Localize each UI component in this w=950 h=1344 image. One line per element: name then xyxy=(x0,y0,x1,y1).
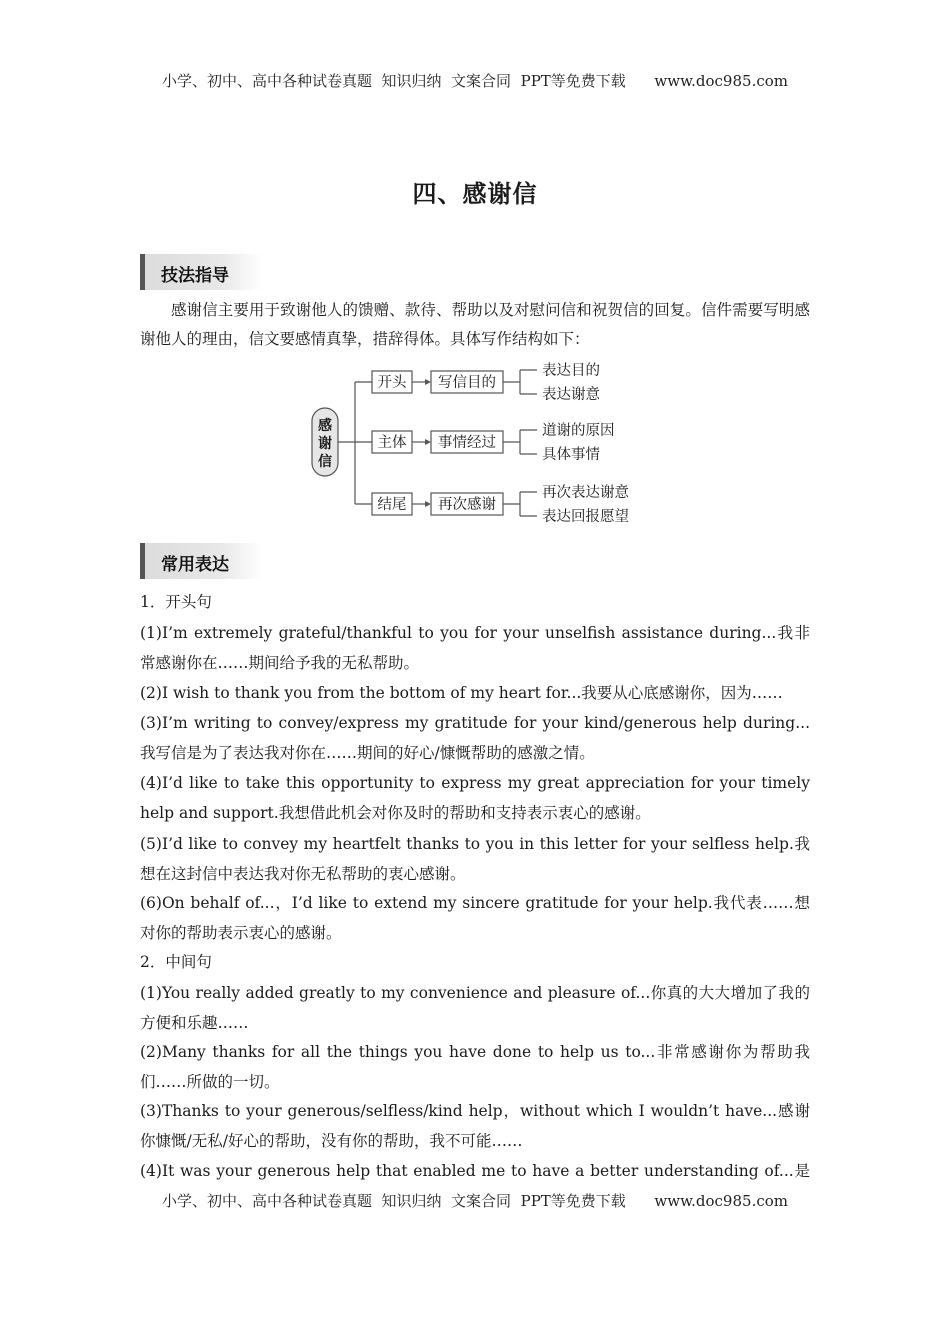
intro-paragraph: 感谢信主要用于致谢他人的馈赠、款待、帮助以及对慰问信和祝贺信的回复。信件需要写明感谢他人的理由，信文要感情真挚，措辞得体。具体写作结构如下： xyxy=(140,301,810,348)
opening-item-5: (5)I’d like to convey my heartfelt thanks to you in this letter for your selfless help.我想在这封信中表达我对你无私帮助的衷心感谢。 xyxy=(140,835,810,883)
opening-item-6: (6)On behalf of...，I’d like to extend my sincere gratitude for your help.我代表……想对你的帮助表示衷心的感谢。 xyxy=(140,894,810,942)
section-label-expressions xyxy=(140,543,262,579)
page-footer: 小学、初中、高中各种试卷真题 知识归纳 文案合同 PPT等免费下载 www.doc985.com xyxy=(0,1190,950,1211)
diagram-part-body: 主体 xyxy=(377,435,407,451)
middle-item-4: (4)It was your generous help that enabled me to have a better understanding of...是 xyxy=(140,1162,810,1180)
diagram-leaf: 表达目的 xyxy=(542,363,600,379)
diagram-leaf: 具体事情 xyxy=(542,447,600,463)
diagram-root-char-1: 感 xyxy=(318,418,332,434)
diagram-step-thanks-again: 再次感谢 xyxy=(438,497,496,513)
middle-item-1: (1)You really added greatly to my convenience and pleasure of...你真的大大增加了我的方便和乐趣…… xyxy=(140,984,810,1032)
section-label-text: 常用表达 xyxy=(161,555,229,575)
diagram-leaf: 再次表达谢意 xyxy=(542,485,629,501)
opening-item-1: (1)I’m extremely grateful/thankful to you for your unselfish assistance during...我非常感谢你在……期间给予我的无私帮助。 xyxy=(140,624,810,672)
opening-item-3: (3)I’m writing to convey/express my gratitude for your kind/generous help during...我写信是为了表达我对你在……期间的好心/慷慨帮助的感激之情。 xyxy=(140,714,810,762)
diagram-leaf: 道谢的原因 xyxy=(542,423,615,439)
middle-heading: 2．中间句 xyxy=(140,953,212,971)
diagram-step-events: 事情经过 xyxy=(438,435,496,451)
structure-diagram xyxy=(300,358,660,528)
opening-item-2: (2)I wish to thank you from the bottom of my heart for...我要从心底感谢你，因为…… xyxy=(140,684,783,702)
middle-item-2: (2)Many thanks for all the things you have done to help us to...非常感谢你为帮助我们……所做的一切。 xyxy=(140,1043,810,1091)
diagram-leaf: 表达谢意 xyxy=(542,387,600,403)
page-header: 小学、初中、高中各种试卷真题 知识归纳 文案合同 PPT等免费下载 www.doc985.com xyxy=(161,72,788,90)
opening-item-4: (4)I’d like to take this opportunity to express my great appreciation for your timely help and support.我想借此机会对你及时的帮助和支持表示衷心的感谢。 xyxy=(140,774,810,822)
opening-heading: 1．开头句 xyxy=(140,593,212,611)
diagram-step-purpose: 写信目的 xyxy=(438,375,496,391)
diagram-root-char-2: 谢 xyxy=(318,436,332,452)
section-label-technique xyxy=(140,254,262,290)
diagram-leaf: 表达回报愿望 xyxy=(542,509,629,525)
diagram-root-char-3: 信 xyxy=(318,454,332,470)
diagram-part-ending: 结尾 xyxy=(377,497,407,513)
page-title: 四、感谢信 xyxy=(412,180,538,208)
middle-item-3: (3)Thanks to your generous/selfless/kind help，without which I wouldn’t have...感谢你慷慨/无私/好心的帮助，没有你的帮助，我不可能…… xyxy=(140,1102,810,1150)
section-label-text: 技法指导 xyxy=(161,266,229,286)
diagram-part-opening: 开头 xyxy=(377,375,407,391)
